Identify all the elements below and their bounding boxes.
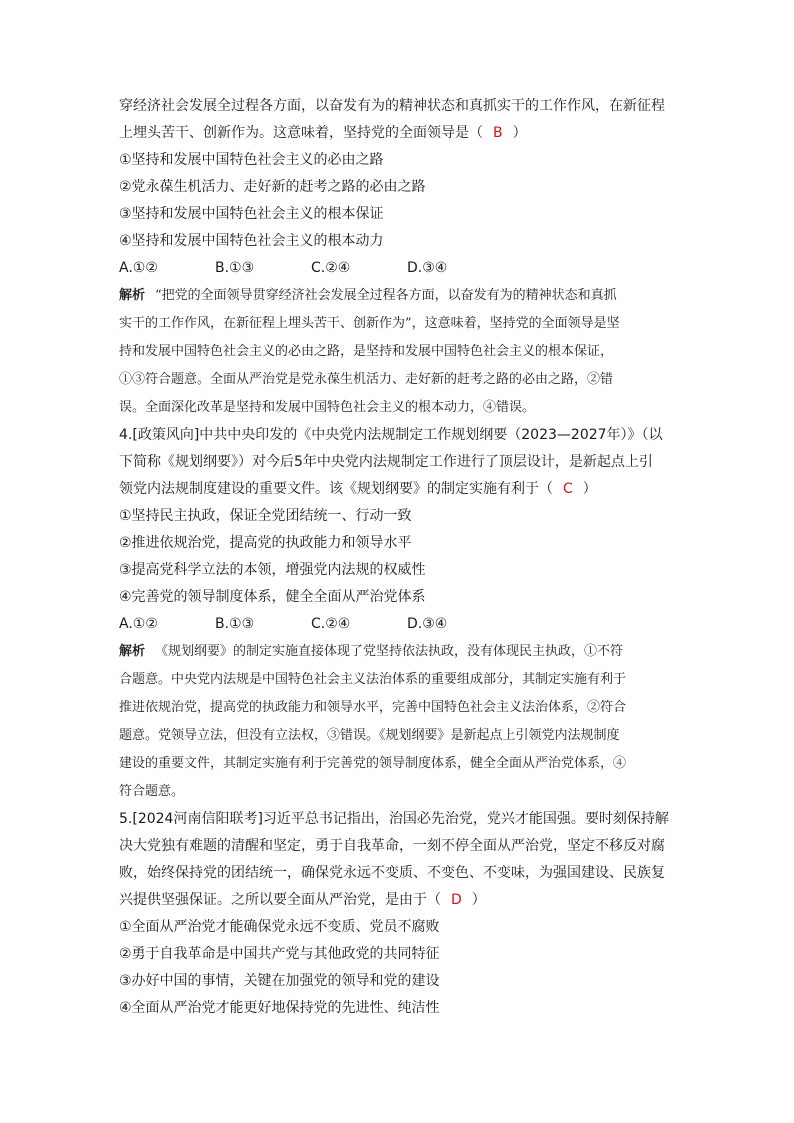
q3-explanation-text: “把党的全面领导贯穿经济社会发展全过程各方面，以奋发有为的精神状态和真抓 <box>155 288 617 303</box>
q5-stem-line: 5.[2024河南信阳联考]习近平总书记指出，治国必先治党，党兴才能国强。要时刻保持解 <box>119 811 669 827</box>
q4-option-d: D.③④ <box>407 616 448 632</box>
q3-option-c: C.②④ <box>311 260 351 276</box>
q4-explanation-line: 建设的重要文件，其制定实施有利于完善党的领导制度体系，健全全面从严治党体系，④ <box>119 756 627 771</box>
q3-item-1: ①坚持和发展中国特色社会主义的必由之路 <box>119 152 384 168</box>
q4-stem-line: 4.[政策风向]中共中央印发的《中央党内法规制定工作规划纲要（2023—2027年）》（以 <box>119 427 663 443</box>
q4-stem-line <box>119 476 679 503</box>
q5-item-2: ②勇于自我革命是中国共产党与其他政党的共同特征 <box>119 946 440 962</box>
q4-explanation-line <box>119 638 679 666</box>
q3-answer: B <box>493 125 503 141</box>
q3-item-2: ②党永葆生机活力、走好新的赶考之路的必由之路 <box>119 179 426 195</box>
q5-item-4: ④全面从严治党才能更好地保持党的先进性、纯洁性 <box>119 1000 440 1016</box>
q5-stem-text: 兴提供坚强保证。之所以要全面从严治党，是由于（ <box>119 892 441 908</box>
q4-stem-close: ） <box>582 481 597 497</box>
q4-stem-line: 下简称《规划纲要》）对今后5年中央党内法规制定工作进行了顶层设计，是新起点上引 <box>119 454 653 470</box>
q4-option-a: A.①② <box>119 616 158 632</box>
q5-item-1: ①全面从严治党才能确保党永远不变质、党员不腐败 <box>119 919 440 935</box>
q5-answer: D <box>451 892 462 908</box>
q4-stem-text: 领党内法规制度建设的重要文件。该《规划纲要》的制定实施有利于（ <box>119 481 553 497</box>
q4-explanation-line: 推进依规治党，提高党的执政能力和领导水平，完善中国特色社会主义法治体系，②符合 <box>119 700 627 715</box>
q4-item-3: ③提高党科学立法的本领，增强党内法规的权威性 <box>119 562 426 578</box>
q3-explanation-label: 解析 <box>119 288 146 303</box>
q3-explanation-line: 持和发展中国特色社会主义的必由之路，是坚持和发展中国特色社会主义的根本保证， <box>119 344 614 359</box>
q4-explanation-text: 《规划纲要》的制定实施直接体现了党坚持依法执政，没有体现民主执政，①不符 <box>155 644 624 659</box>
q3-explanation-line: 实干的工作作风，在新征程上埋头苦干、创新作为”，这意味着，坚持党的全面领导是坚 <box>119 316 620 331</box>
q5-item-3: ③办好中国的事情，关键在加强党的领导和党的建设 <box>119 973 440 989</box>
q3-explanation-line <box>119 282 679 310</box>
q3-item-3: ③坚持和发展中国特色社会主义的根本保证 <box>119 206 384 222</box>
q4-answer: C <box>563 481 573 497</box>
q5-stem-line <box>119 887 679 914</box>
q3-explanation-line: ①③符合题意。全面从严治党是党永葆生机活力、走好新的赶考之路的必由之路，②错 <box>119 372 614 387</box>
q4-explanation-line: 合题意。中央党内法规是中国特色社会主义法治体系的重要组成部分，其制定实施有利于 <box>119 672 627 687</box>
q3-stem-line <box>119 120 679 147</box>
q3-stem-text: 上埋头苦干、创新作为。这意味着，坚持党的全面领导是（ <box>119 125 483 141</box>
q4-item-1: ①坚持民主执政，保证全党团结统一、行动一致 <box>119 508 412 524</box>
q3-explanation-line: 误。全面深化改革是坚持和发展中国特色社会主义的根本动力，④错误。 <box>119 400 536 415</box>
q3-item-4: ④坚持和发展中国特色社会主义的根本动力 <box>119 233 384 249</box>
q3-option-b: B.①③ <box>215 260 255 276</box>
q4-option-b: B.①③ <box>215 616 255 632</box>
q3-stem-close: ） <box>512 125 527 141</box>
q4-item-4: ④完善党的领导制度体系，健全全面从严治党体系 <box>119 589 426 605</box>
q3-option-a: A.①② <box>119 260 158 276</box>
q5-stem-line: 败，始终保持党的团结统一，确保党永远不变质、不变色、不变味，为强国建设、民族复 <box>119 865 665 881</box>
q4-explanation-line: 题意。党领导立法，但没有立法权，③错误。《规划纲要》是新起点上引领党内法规制度 <box>119 728 620 743</box>
q5-stem-line: 决大党独有难题的清醒和坚定，勇于自我革命，一刻不停全面从严治党，坚定不移反对腐 <box>119 838 665 854</box>
q3-options <box>119 255 679 282</box>
q4-item-2: ②推进依规治党，提高党的执政能力和领导水平 <box>119 535 412 551</box>
q5-stem-close: ） <box>471 892 486 908</box>
q3-stem-line: 穿经济社会发展全过程各方面，以奋发有为的精神状态和真抓实干的工作作风，在新征程 <box>119 98 665 114</box>
q4-explanation-label: 解析 <box>119 644 146 659</box>
q4-option-c: C.②④ <box>311 616 351 632</box>
q4-explanation-line: 符合题意。 <box>119 784 185 799</box>
q4-options <box>119 611 679 638</box>
document-content <box>119 93 679 1022</box>
q3-option-d: D.③④ <box>407 260 448 276</box>
